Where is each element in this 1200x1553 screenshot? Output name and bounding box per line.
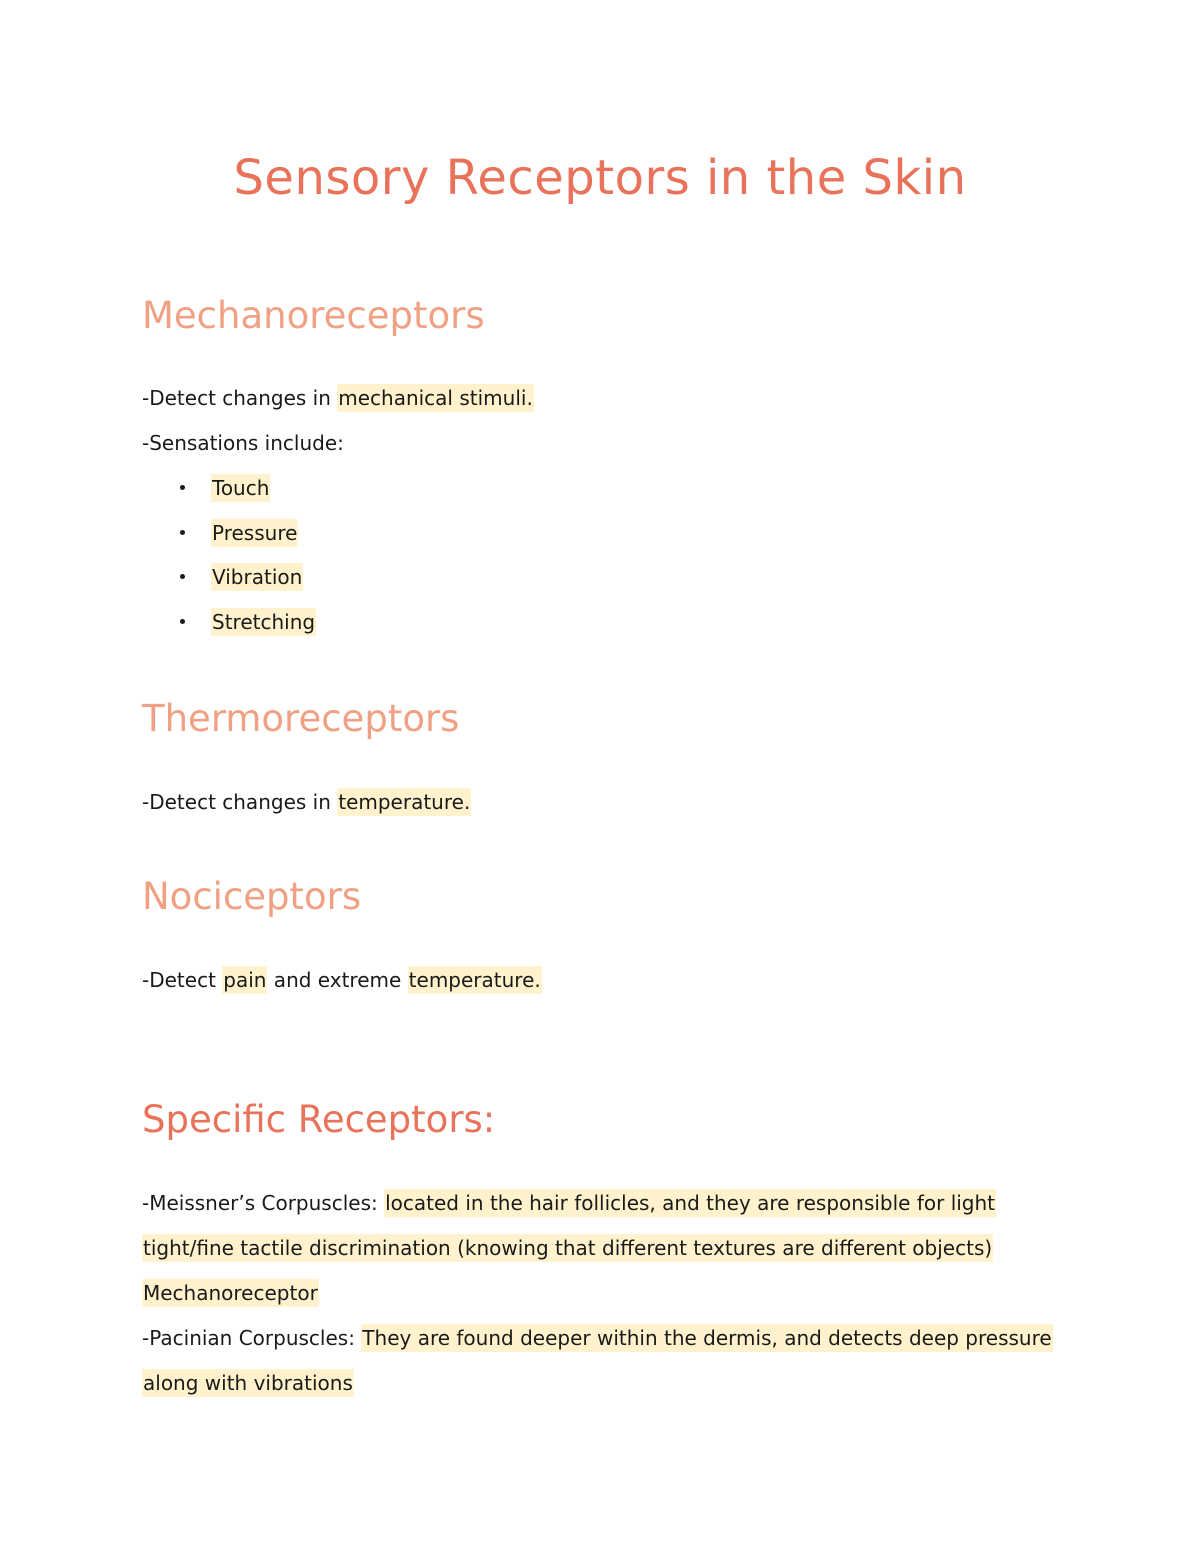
pain-highlight: pain — [223, 968, 267, 992]
pacinian-description-2: along with vibrations — [143, 1371, 353, 1395]
pacinian-line-2 — [142, 1367, 354, 1399]
meissner-line-2 — [142, 1232, 993, 1264]
mechanoreceptors-heading: Mechanoreceptors — [142, 294, 485, 337]
bullet-icon — [180, 619, 185, 624]
mechanoreceptors-definition-prefix: -Detect changes in — [142, 386, 338, 410]
thermoreceptors-heading: Thermoreceptors — [142, 697, 460, 740]
meissner-label: -Meissner’s Corpuscles: — [142, 1191, 385, 1215]
meissner-line-1 — [142, 1187, 996, 1219]
thermoreceptors-definition-prefix: -Detect changes in — [142, 790, 338, 814]
nociceptors-definition — [142, 964, 542, 996]
pacinian-label: -Pacinian Corpuscles: — [142, 1326, 362, 1350]
nociceptors-definition-middle: and extreme — [267, 968, 408, 992]
sensations-intro: -Sensations include: — [142, 431, 344, 455]
list-item — [178, 559, 316, 604]
list-item — [178, 604, 316, 649]
sensation-touch: Touch — [212, 476, 270, 500]
thermoreceptors-definition — [142, 786, 471, 818]
list-item — [178, 515, 316, 560]
sensation-vibration: Vibration — [212, 565, 303, 590]
sensation-stretching: Stretching — [212, 610, 316, 635]
extreme-temperature-highlight: temperature. — [408, 968, 541, 992]
bullet-icon — [180, 485, 185, 490]
meissner-description-2: tight/fine tactile discrimination (knowing that different textures are different objects) — [143, 1236, 993, 1260]
pacinian-description-1: They are found deeper within the dermis, and detects deep pressure — [362, 1326, 1052, 1350]
specific-receptors-heading: Specific Receptors: — [142, 1098, 496, 1141]
meissner-line-3 — [142, 1277, 319, 1309]
meissner-description-1: located in the hair follicles, and they are responsible for light — [385, 1191, 996, 1215]
temperature-highlight: temperature. — [338, 790, 471, 814]
nociceptors-definition-prefix: -Detect — [142, 968, 223, 992]
mechanical-stimuli-highlight: mechanical stimuli. — [338, 386, 533, 410]
sensations-list — [178, 470, 316, 649]
document-title: Sensory Receptors in the Skin — [233, 150, 967, 206]
mechanoreceptors-definition — [142, 382, 534, 414]
bullet-icon — [180, 530, 185, 535]
sensation-pressure: Pressure — [212, 520, 298, 545]
bullet-icon — [180, 574, 185, 579]
nociceptors-heading: Nociceptors — [142, 875, 362, 918]
meissner-type: Mechanoreceptor — [143, 1281, 318, 1305]
pacinian-line-1 — [142, 1322, 1053, 1354]
list-item — [178, 470, 316, 515]
